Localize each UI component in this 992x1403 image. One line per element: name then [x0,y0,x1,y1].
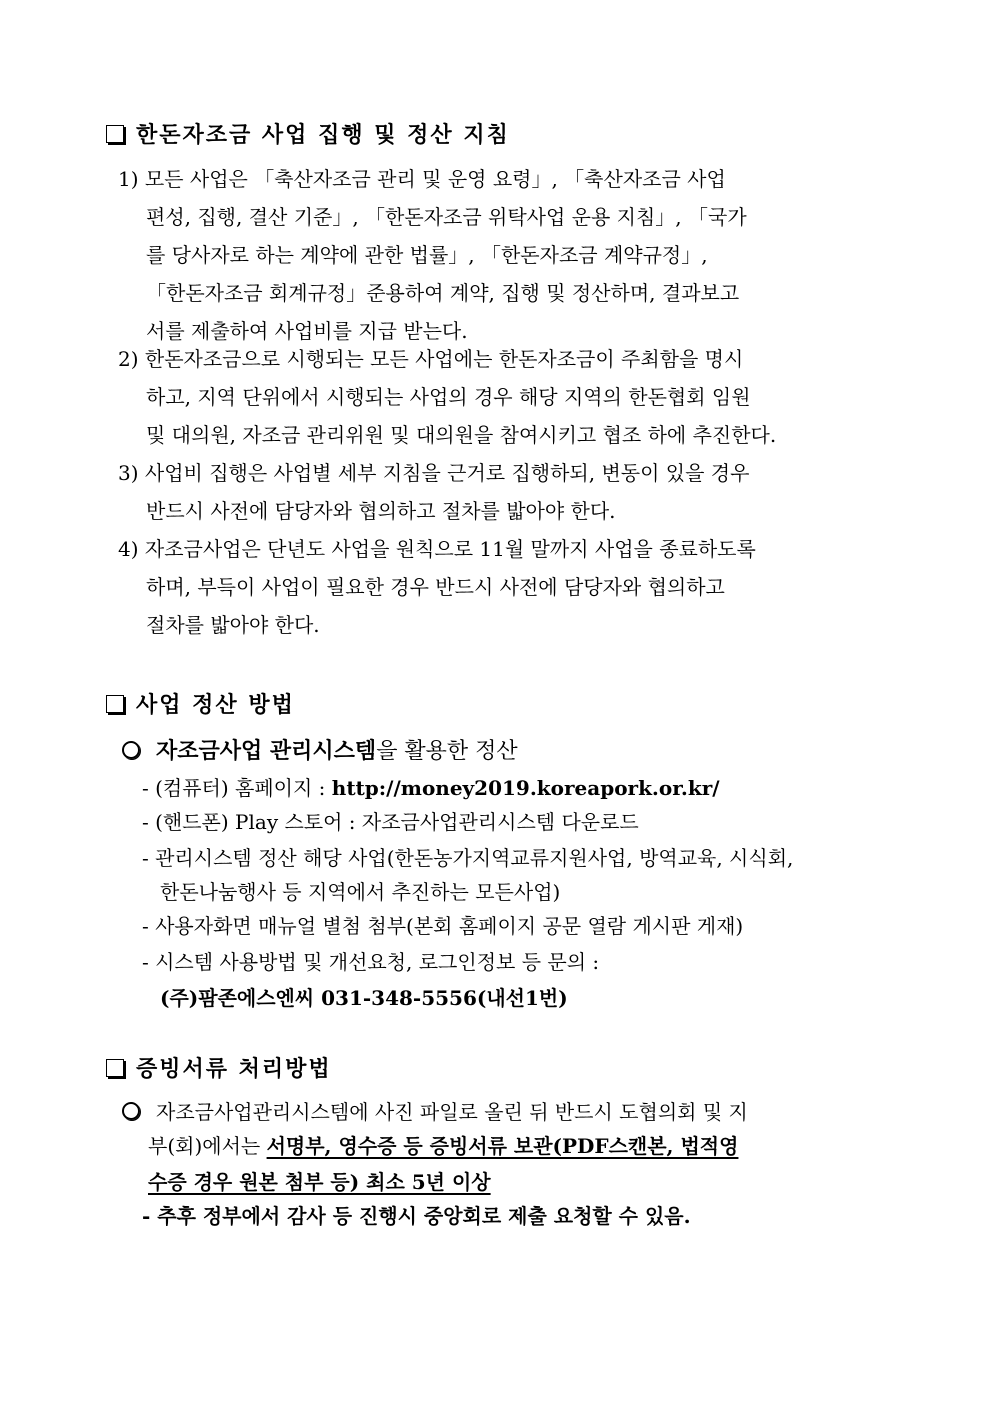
section2-heading [106,688,295,719]
section3-heading [106,1052,332,1083]
item3-line2: 반드시 사전에 담당자와 협의하고 절차를 밟아야 한다. [146,499,616,523]
guideline-item-4 [118,530,898,644]
guideline-item-2 [118,340,898,454]
item1-line1: 1) 모든 사업은 「축산자조금 관리 및 운영 요령」, 「축산자조금 사업 [118,167,726,191]
item1-line2: 편성, 집행, 결산 기준」, 「한돈자조금 위탁사업 운용 지침」, 「국가 [146,205,747,229]
checkbox-square-icon [106,695,124,713]
section3-bullet-line2: 부(회)에서는 서명부, 영수증 등 증빙서류 보관(PDF스캔본, 법적영 [148,1134,739,1158]
guideline-item-1 [118,160,898,350]
item2-line2: 하고, 지역 단위에서 시행되는 사업의 경우 해당 지역의 한돈협회 임원 [146,385,751,409]
section3-bullet-line3: 수증 경우 원본 첨부 등) 최소 5년 이상 [148,1170,491,1194]
item1-line5: 서를 제출하여 사업비를 지급 받는다. [146,319,468,343]
item4-line1: 4) 자조금사업은 단년도 사업을 원칙으로 11월 말까지 사업을 종료하도록 [118,537,756,561]
system-name: 자조금사업 관리시스템 [156,738,377,764]
bullet-rest: 을 활용한 정산 [376,739,518,764]
item2-line1: 2) 한돈자조금으로 시행되는 모든 사업에는 한돈자조금이 주최함을 명시 [118,347,744,371]
circle-bullet-icon [122,741,140,759]
manual-line: - 사용자화면 매뉴얼 별첨 첨부(본회 홈페이지 공문 열람 게시판 게재) [142,914,744,938]
section3-bullet-line1: 자조금사업관리시스템에 사진 파일로 올린 뒤 반드시 도협의회 및 지 [122,1096,748,1125]
section3-note: - 추후 정부에서 감사 등 진행시 중앙회로 제출 요청할 수 있음. [142,1204,691,1228]
scope-line-1: - 관리시스템 정산 해당 사업(한돈농가지역교류지원사업, 방역교육, 시식회, [142,846,794,870]
section1-heading [106,118,510,149]
pc-homepage-line [142,772,720,801]
pc-label: - (컴퓨터) 홈페이지 : [142,776,332,800]
item2-line3: 및 대의원, 자조금 관리위원 및 대의원을 참여시키고 협조 하에 추진한다. [146,423,777,447]
item4-line3: 절차를 밟아야 한다. [146,613,320,637]
section3-title: 증빙서류 처리방법 [136,1056,332,1082]
item3-line1: 3) 사업비 집행은 사업별 세부 지침을 근거로 집행하되, 변동이 있을 경우 [118,461,750,485]
guideline-item-3 [118,454,898,530]
circle-bullet-icon [122,1102,140,1120]
homepage-url-link[interactable]: http://money2019.koreapork.or.kr/ [331,776,720,800]
section2-bullet [122,734,518,765]
item4-line2: 하며, 부득이 사업이 필요한 경우 반드시 사전에 담당자와 협의하고 [146,575,725,599]
checkbox-square-icon [106,125,124,143]
phone-store-line: - (핸드폰) Play 스토어 : 자조금사업관리시스템 다운로드 [142,810,639,834]
inquiry-line: - 시스템 사용방법 및 개선요청, 로그인정보 등 문의 : [142,950,600,974]
evidence-requirement: 서명부, 영수증 등 증빙서류 보관(PDF스캔본, 법적영 [266,1134,739,1158]
scope-line-2: 한돈나눔행사 등 지역에서 추진하는 모든사업) [160,880,561,904]
checkbox-square-icon [106,1059,124,1077]
section2-title: 사업 정산 방법 [136,692,295,718]
item1-line3: 를 당사자로 하는 계약에 관한 법률」, 「한돈자조금 계약규정」, [146,243,708,267]
section1-title: 한돈자조금 사업 집행 및 정산 지침 [136,122,510,148]
contact-line: (주)팜존에스엔씨 031-348-5556(내선1번) [160,986,568,1010]
item1-line4: 「한돈자조금 회계규정」준용하여 계약, 집행 및 정산하며, 결과보고 [146,281,740,305]
